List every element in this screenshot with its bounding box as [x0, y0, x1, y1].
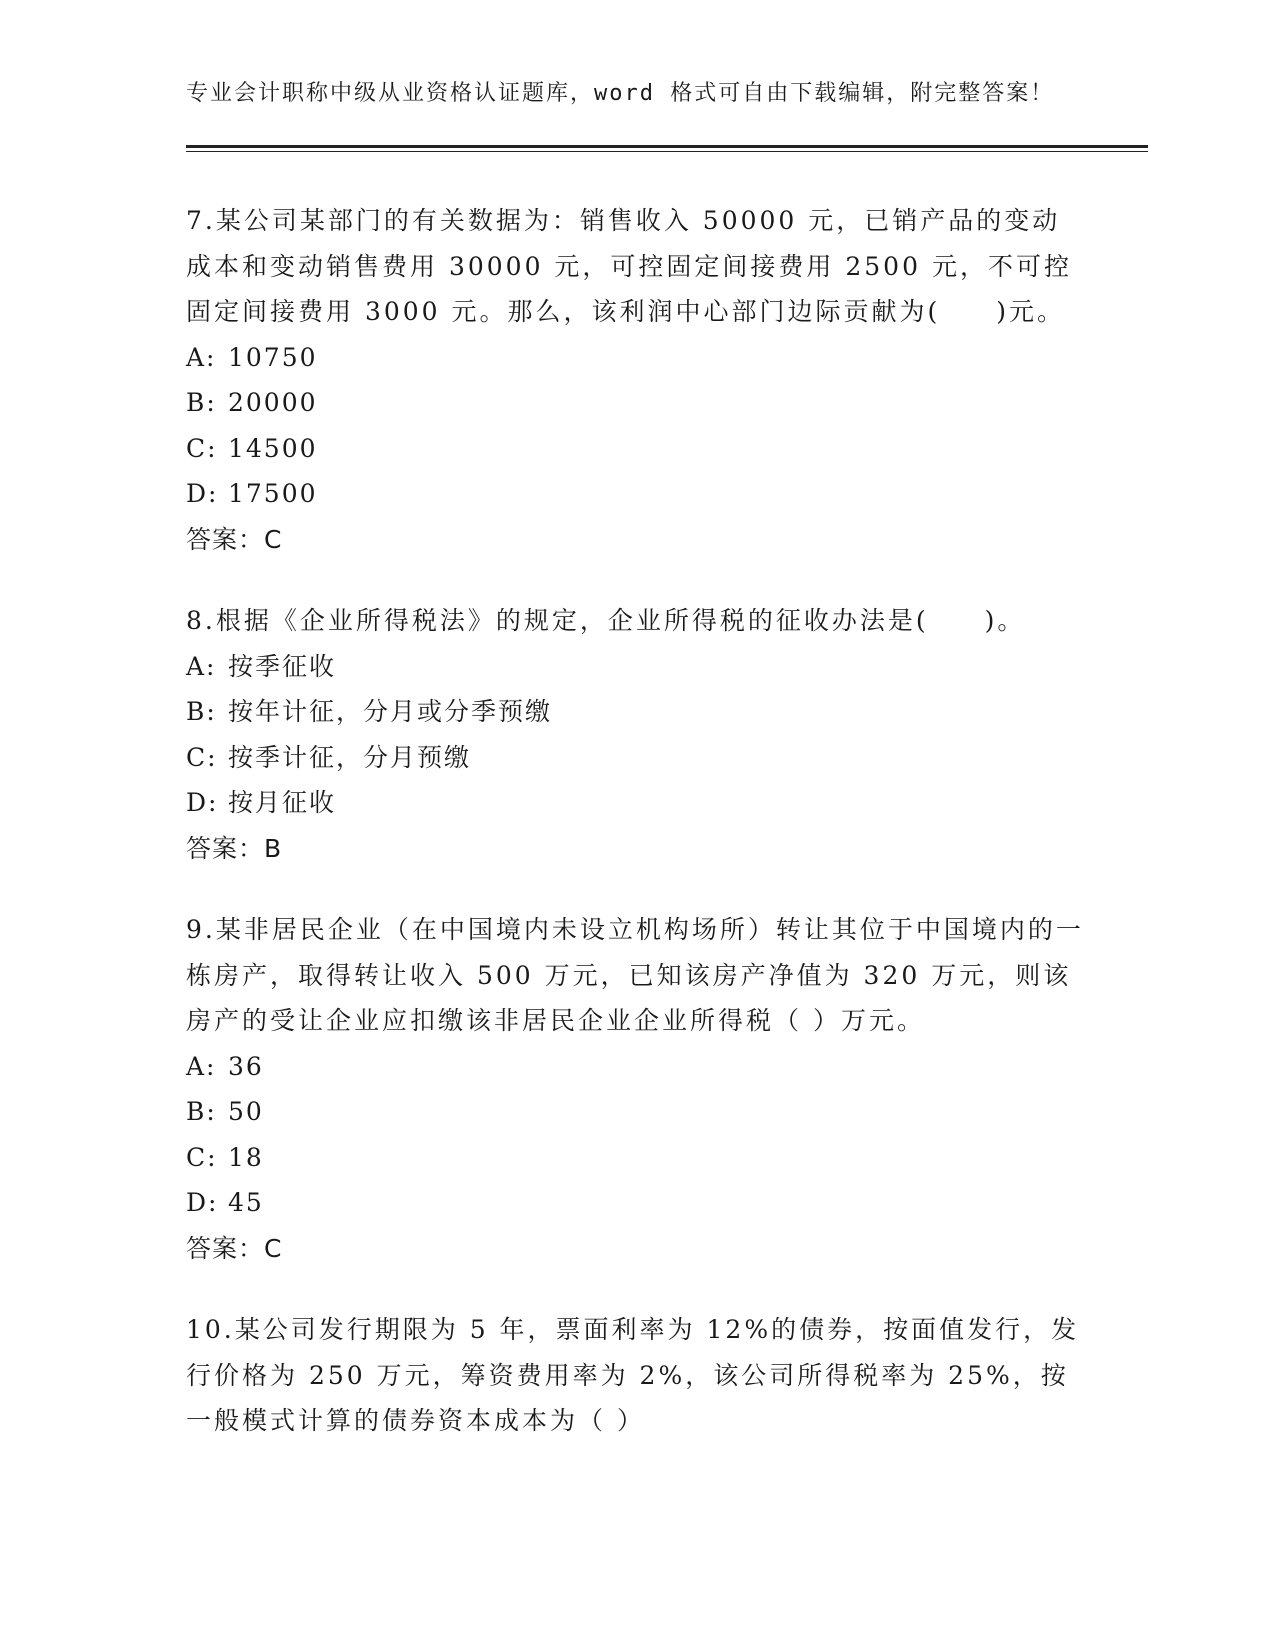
- option-b: [186, 1089, 1086, 1135]
- option-c: [186, 735, 1086, 781]
- option-c: [186, 426, 1086, 472]
- answer-line: 答案：B: [186, 833, 283, 863]
- option-a: [186, 1044, 1086, 1090]
- option-text: 按季计征，分月预缴: [228, 742, 472, 772]
- option-key: D:: [186, 788, 219, 817]
- question-7: [186, 198, 1086, 562]
- question-8: [186, 598, 1086, 871]
- option-key: C:: [186, 742, 218, 772]
- page-header: 专业会计职称中级从业资格认证题库，word 格式可自由下载编辑，附完整答案！: [186, 81, 1055, 106]
- option-key: A:: [186, 651, 217, 681]
- option-text: 14500: [228, 433, 318, 463]
- option-key: A:: [186, 342, 217, 372]
- question-stem: 9.某非居民企业（在中国境内未设立机构场所）转让其位于中国境内的一栋房产，取得转让收入 500 万元，已知该房产净值为 320 万元，则该房产的受让企业应扣缴该非居民企业企业所得税（ ）万元。: [186, 915, 1084, 1035]
- option-key: B:: [186, 1097, 217, 1126]
- option-key: B:: [186, 697, 217, 726]
- question-stem: 10.某公司发行期限为 5 年，票面利率为 12%的债券，按面值发行，发行价格为 250 万元，筹资费用率为 2%，该公司所得税率为 25%，按一般模式计算的债券资本成本为（ ）: [186, 1315, 1080, 1435]
- option-text: 按季征收: [228, 651, 337, 681]
- answer-line: 答案：C: [186, 524, 283, 554]
- option-key: C:: [186, 1142, 218, 1172]
- option-key: D:: [186, 1188, 219, 1217]
- option-b: [186, 380, 1086, 426]
- question-9: [186, 907, 1086, 1271]
- option-d: [186, 471, 1086, 517]
- option-key: A:: [186, 1051, 217, 1081]
- option-text: 50: [228, 1097, 264, 1126]
- option-text: 按年计征，分月或分季预缴: [228, 697, 553, 726]
- option-text: 10750: [228, 342, 318, 372]
- option-d: [186, 780, 1086, 826]
- option-d: [186, 1180, 1086, 1226]
- option-a: [186, 335, 1086, 381]
- option-a: [186, 644, 1086, 690]
- option-text: 按月征收: [228, 788, 337, 817]
- option-c: [186, 1135, 1086, 1181]
- option-b: [186, 689, 1086, 735]
- question-stem: 8.根据《企业所得税法》的规定，企业所得税的征收办法是( )。: [186, 606, 1026, 635]
- option-key: B:: [186, 388, 217, 417]
- option-text: 36: [228, 1051, 264, 1081]
- option-text: 17500: [228, 479, 318, 508]
- header-rule-thin: [186, 151, 1148, 152]
- question-list: [186, 198, 1086, 1480]
- answer-line: 答案：C: [186, 1233, 283, 1263]
- question-10: [186, 1307, 1086, 1444]
- option-text: 20000: [228, 388, 318, 417]
- option-text: 45: [228, 1188, 264, 1217]
- header-rule-thick: [186, 145, 1148, 148]
- question-stem: 7.某公司某部门的有关数据为：销售收入 50000 元，已销产品的变动成本和变动销售费用 30000 元，可控固定间接费用 2500 元，不可控固定间接费用 3000 元。那么，该利润中心部门边际贡献为( )元。: [186, 206, 1072, 326]
- option-text: 18: [228, 1142, 264, 1172]
- option-key: C:: [186, 433, 218, 463]
- option-key: D:: [186, 479, 219, 508]
